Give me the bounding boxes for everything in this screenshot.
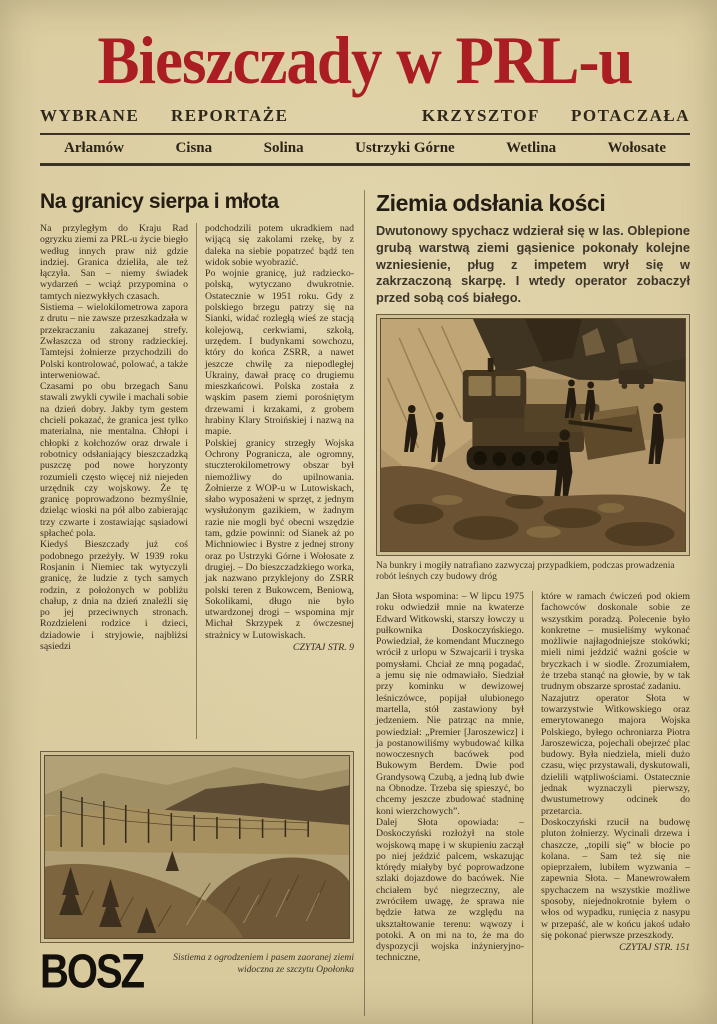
page-title: Bieszczady w PRL-u	[97, 22, 633, 99]
masthead	[40, 22, 690, 166]
town-ustrzyki-gorne: Ustrzyki Górne	[355, 140, 455, 157]
bulldozer-photo-caption: Na bunkry i mogiły natrafiano zazwyczaj przypadkiem, podczas prowadzenia robót leśnych czy budowy dróg	[376, 559, 675, 583]
article-left-columns	[40, 223, 354, 739]
paragraph: Na przyległym do Kraju Rad ogryzku ziemi za PRL-u życie biegło według innych praw niż gdzie indziej. Granica dzieliła, ale też łączyła. San – niemy świadek wydarzeń – wciąż przypomina o tamtych niezwykłych czasach.	[40, 223, 188, 302]
article-right	[365, 190, 690, 1016]
article-right-column-2	[533, 591, 690, 1024]
paragraph: Czasami po obu brzegach Sanu stawali zwykli cywile i machali sobie na dzień dobry. Jakby tym gestem chcieli pokazać, że granica jest tylko materialna, nie mentalna. Chłopi i chłopki z kołchozów oraz drwale i robotnicy odsłaniający bieszczadzką puszczę pod nowe horyzonty rozumieli często więcej niż niejeden urzędnik czy wojskowy. Że tę granicę poprowadzono bezmyślnie, dzieląc wioski na pół albo zabierając trzy czwarte i zostawiając sąsiadowi spłacheć pola.	[40, 381, 188, 540]
left-bottom-row	[40, 945, 354, 999]
subtitle-row	[40, 106, 690, 126]
paragraph: Kiedyś Bieszczady już coś podobnego przeżyły. W 1939 roku Rosjanin i Niemiec tak wytyczyli granicę, że ludzie z tych samych rodzin, z położonych w pobliżu chałup, z dnia na dzień znaleźli się po jej przeciwnych stronach. Rozdzieleni rodzice i dzieci, dziadowie i stryjowie, najbliżsi sąsiedzi	[40, 539, 188, 652]
author-name: KRZYSZTOF POTACZAŁA	[421, 106, 690, 126]
article-right-lead: Dwutonowy spychacz wdzierał się w las. Oblepione grubą warstwą ziemi gąsienice pokonały kolejne wzniesienie, pług z impetem wrył się w zakrzaczoną skarpę. I wtedy operator zobaczył przed sobą coś białego.	[376, 223, 690, 306]
content-area	[40, 190, 690, 1016]
article-left-column-2	[197, 223, 354, 739]
paragraph: Sistiema – wielokilometrowa zapora z drutu – nie zawsze przeszkadzała w przekraczaniu zakazanej strefy. Zwłaszcza od strony radzieckiej. Tamtejsi żołnierze przychodzili do Polski kontrolować, polować, a także interweniować.	[40, 302, 188, 381]
town-cisna: Cisna	[175, 140, 213, 157]
bulldozer-photo	[376, 314, 690, 556]
town-wetlina: Wetlina	[506, 140, 557, 157]
read-more-page-9: CZYTAJ STR. 9	[292, 641, 354, 653]
sistiema-landscape-photo	[40, 751, 354, 943]
paragraph: Polskiej granicy strzegły Wojska Ochrony Pogranicza, ale ogromny, stuczterokilometrowy obszar był niemożliwy do upilnowania. Żołnierze z WOP-u w Lutowiskach, słabo wyposażeni w sprzęt, z jednym wysłużonym gazikiem, w żadnym razie nie mogli być obecni wszędzie tam, gdzie powinni: od Sianek aż po Michniowiec i Bystre z jednej strony oraz po Ustrzyki Górne i Wołosate z drugiej. – Do bieszczadzkiego worka, jak nazwano przyklejony do ZSRR polski teren z Bukowcem, Beniową, Sokolikami, długo nie było utwardzonej drogi – wspomina mjr Michał Skrzypek z ówczesnej strażnicy w Lutowiskach.	[205, 437, 354, 641]
paragraph: Jan Słota wspomina: – W lipcu 1975 roku odwiedził mnie na kwaterze Edward Witkowski, starszy łowczy u pułkownika Doskoczyńskiego. Powiedział, że komendant Mucznego wrócił z urlopu w Szwajcarii i tryska pomysłami. Chciał ze mną pogadać, a jemu się nie odmawiało. Siedział przy kominku w dewizowej leśniczówce, popijał ulubionego martella, stół zastawiony był jedzeniem. Nie patrząc na mnie, powiedział: „Premier [Jaroszewicz] i ja postanowiliśmy wybudować kilka nowoczesnych bacówek pod Bukowym Berdem. Dwie pod Grandysową Czubą, a jedną lub dwie na Obnodze. Trzeba się spieszyć, bo chcemy jeszcze zbudować stadninę koni wierzchowych”.	[376, 590, 524, 817]
sistiema-photo-caption: Sistiema z ogrodzeniem i pasem zaoranej ziemi widoczna ze szczytu Opołonka	[173, 952, 354, 975]
bosz-publisher-logo: BOSZ	[40, 945, 144, 999]
article-right-column-1	[376, 591, 533, 1024]
article-left-column-1	[40, 223, 197, 739]
paragraph: które w ramach ćwiczeń pod okiem fachowców doskonale sobie ze wszystkim poradzą. Polecenie było konkretne – musieliśmy wykonać możliwie najłagodniejsze stokówki; mieli nimi jeździć ważni goście w bryczkach i w siodle. Zrozumiałem, że trzeba stanąć na głowie, by w tak trudnym obszarze sprostać zadaniu.	[541, 590, 690, 693]
towns-bar	[40, 133, 690, 166]
town-arlamow: Arłamów	[64, 140, 124, 157]
paragraph: Doskoczyński rzucił na budowę pluton żołnierzy. Wycinali drzewa i chaszcze, „topili się” w błocie po kolana. – Sam też się nie opieprzałem, lubiłem wyzwania – zapewnia Słota. – Manewrowałem spychaczem na wszystkie możliwe sposoby, niejednokrotnie byłem o włos od wypadku, runięcia z nasypu w przepaść, ale w końcu jakoś udało się pokonać pierwsze przeszkody.	[541, 816, 690, 941]
subtitle-left: WYBRANE REPORTAŻE	[40, 106, 289, 126]
paragraph: Dalej Słota opowiada: – Doskoczyński rozłożył na stole wojskową mapę i w skupieniu zaczął po niej jeździć palcem, wskazując którędy miałyby być poprowadzone szlaki dojazdowe do bacówek. Nie chciałem być niegrzeczny, ale zwróciłem uwagę, że sprawa nie będzie łatwa ze względu na ukształtowanie terenu: wąwozy i potoki. A on mi na to, że ma do dyspozycji wojska inżynieryjno-techniczne,	[376, 816, 524, 964]
article-right-columns	[376, 591, 690, 1024]
paragraph: Nazajutrz operator Słota w towarzystwie Witkowskiego oraz emerytowanego majora Wojska Polskiego, byłego ochroniarza Piotra Jaroszewicza, pojechali obejrzeć plac budowy. Była niedziela, mieli dużo czasu, więc przystawali, dyskutowali, dzielili wątpliwościami. Ostatecznie jednak wyznaczyli pierwszy, dwustumetrowy odcinek do przetarcia.	[541, 692, 690, 817]
sistiema-landscape-illustration	[44, 755, 350, 939]
paragraph: Po wojnie granicę, już radziecko-polską, wytyczano dwukrotnie. Ostatecznie w 1951 roku. Gdy z polskiego brzegu patrzy się na Sianki, widać rozległą wieś ze stacją kolejową, cerkwiami, szkołą, urzędem. I budynkami sowchozu, który do końca ZSRR, a nawet jeszcze chwilę za niepodległej Ukrainy, dawał pracę co drugiemu mieszkańcowi. Polska została z wąskim pasem ziemi porośniętym drzewami i krzakami, z grobem hrabiny Klary Stroińskiej i nazwą na mapie.	[205, 268, 354, 438]
town-wolosate: Wołosate	[607, 140, 666, 157]
paragraph: podchodzili potem ukradkiem nad wijącą się zakolami rzekę, by z daleka na siebie popatrzeć bądź ten widok sobie wyobrazić.	[205, 223, 354, 268]
read-more-page-151: CZYTAJ STR. 151	[619, 942, 690, 954]
article-left-headline: Na granicy sierpa i młota	[40, 190, 279, 213]
article-right-headline: Ziemia odsłania kości	[376, 190, 606, 216]
article-left	[40, 190, 365, 1016]
bulldozer-illustration	[380, 318, 686, 552]
town-solina: Solina	[263, 140, 304, 157]
